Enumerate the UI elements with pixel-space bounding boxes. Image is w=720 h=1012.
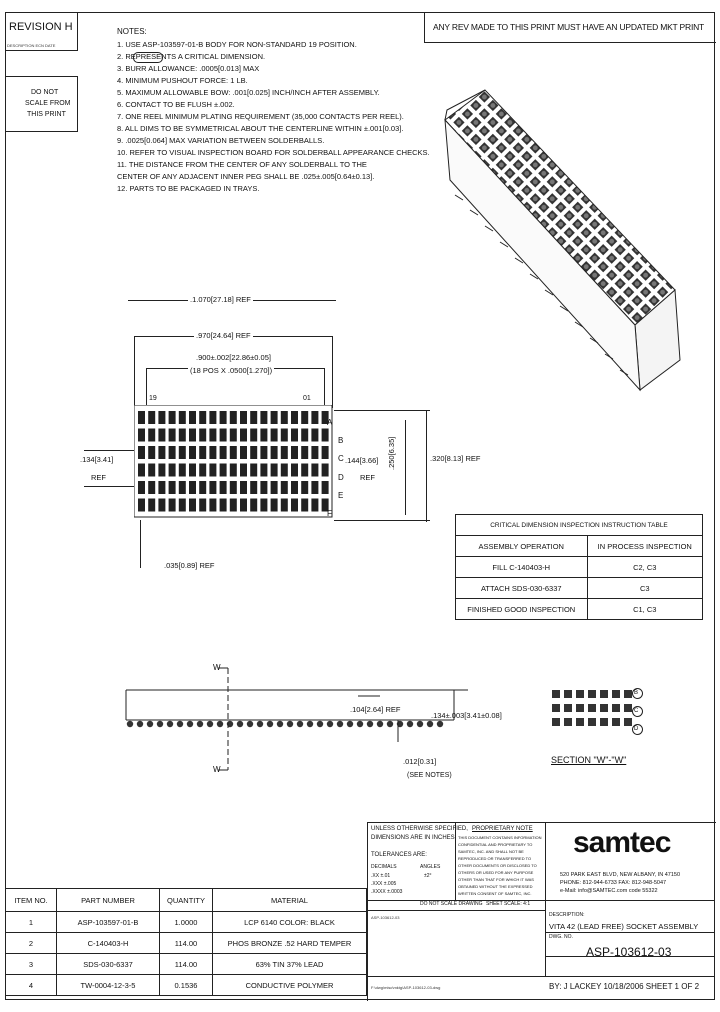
- row-label-c: C: [338, 454, 344, 463]
- contact-cell: [148, 429, 155, 442]
- w-label-bottom: W: [213, 765, 221, 774]
- section-mark-c-text: C: [634, 708, 639, 714]
- contact-cell: [189, 481, 196, 494]
- solder-ball: [407, 721, 413, 727]
- inspection-header-1: IN PROCESS INSPECTION: [587, 536, 703, 557]
- row-label-f: F: [327, 509, 332, 518]
- inspection-cell: FILL C-140403-H: [456, 557, 588, 578]
- contact-cell: [189, 429, 196, 442]
- contact-cell: [158, 446, 165, 459]
- solder-ball: [247, 721, 253, 727]
- contact-cell: [158, 499, 165, 512]
- tb-vline-2: [545, 822, 546, 976]
- contact-cell: [169, 411, 176, 424]
- solder-ball: [347, 721, 353, 727]
- contact-cell: [271, 429, 278, 442]
- bom-cell: 1.0000: [160, 912, 213, 933]
- do-not-scale-2: SCALE FROM: [25, 100, 71, 107]
- bom-cell: 0.1536: [160, 975, 213, 996]
- tol-angles: ANGLES: [420, 864, 441, 870]
- contact-cell: [138, 481, 145, 494]
- contact-cell: [148, 481, 155, 494]
- solder-ball: [427, 721, 433, 727]
- dim-height-b: .320[8.13] REF: [430, 454, 481, 463]
- description-text: VITA 42 (LEAD FREE) SOCKET ASSEMBLY: [549, 922, 699, 931]
- contact-cell: [179, 411, 186, 424]
- contact-cell: [199, 429, 206, 442]
- contact-cell: [148, 464, 155, 477]
- bom-cell: PHOS BRONZE .52 HARD TEMPER: [213, 933, 367, 954]
- solder-ball: [157, 721, 163, 727]
- ext-left-2: [146, 368, 147, 408]
- contact-cell: [240, 411, 247, 424]
- contact-cell: [138, 429, 145, 442]
- description-label: DESCRIPTION:: [549, 912, 585, 918]
- contact-cell: [271, 499, 278, 512]
- proprietary-line: OTHER THAN THAT FOR WHICH IT WAS: [458, 877, 534, 882]
- proprietary-line: SAMTEC, INC. AND SHALL NOT BE: [458, 849, 524, 854]
- contact-cell: [250, 464, 257, 477]
- contact-cell: [240, 429, 247, 442]
- bom-header: MATERIAL: [213, 889, 367, 912]
- contact-cell: [220, 499, 227, 512]
- tol-head-3: TOLERANCES ARE:: [371, 852, 427, 858]
- inspection-table: [455, 514, 703, 620]
- contact-cell: [199, 499, 206, 512]
- by-line: BY: J LACKEY 10/18/2006 SHEET 1 OF 2: [549, 982, 700, 991]
- solder-ball: [207, 721, 213, 727]
- bom-cell: LCP 6140 COLOR: BLACK: [213, 912, 367, 933]
- banner-text: ANY REV MADE TO THIS PRINT MUST HAVE AN UPDATED MKT PRINT: [433, 22, 705, 32]
- contact-cell: [240, 446, 247, 459]
- inspection-cell: C1, C3: [587, 599, 703, 620]
- solder-ball: [367, 721, 373, 727]
- banner-box: [424, 12, 716, 43]
- contact-cell: [311, 499, 318, 512]
- dim-bottom: .035[0.89] REF: [164, 561, 215, 570]
- solder-ball: [187, 721, 193, 727]
- contact-cell: [301, 464, 308, 477]
- contact-cell: [281, 446, 288, 459]
- contact-cell: [138, 446, 145, 459]
- solder-ball: [267, 721, 273, 727]
- contact-cell: [189, 411, 196, 424]
- contact-cell: [220, 411, 227, 424]
- contact-cell: [220, 446, 227, 459]
- solder-ball: [147, 721, 153, 727]
- contact-cell: [250, 411, 257, 424]
- tb-contract-note: ASP-103612-03: [371, 915, 400, 920]
- contact-cell: [199, 446, 206, 459]
- bom-table: [5, 888, 367, 996]
- address-line-1: 520 PARK EAST BLVD, NEW ALBANY, IN 47150: [560, 872, 681, 878]
- tb-line-3: [545, 932, 715, 933]
- contact-cell: [209, 446, 216, 459]
- dim-pitch-a: .900±.002[22.86±0.05]: [196, 353, 271, 362]
- contact-cell: [281, 429, 288, 442]
- proprietary-line: WRITTEN CONSENT OF SAMTEC, INC.: [458, 891, 532, 896]
- contact-cell: [250, 429, 257, 442]
- contact-cell: [250, 499, 257, 512]
- col-19-label: 19: [149, 395, 157, 402]
- contact-cell: [199, 464, 206, 477]
- contact-cell: [291, 411, 298, 424]
- contact-cell: [209, 481, 216, 494]
- bom-cell: TW-0004-12-3-5: [57, 975, 160, 996]
- contact-cell: [179, 499, 186, 512]
- contact-cell: [240, 464, 247, 477]
- contact-cell: [220, 464, 227, 477]
- solder-ball: [307, 721, 313, 727]
- contact-cell: [322, 429, 329, 442]
- contact-cell: [158, 481, 165, 494]
- contact-cell: [311, 429, 318, 442]
- bom-cell: 114.00: [160, 933, 213, 954]
- contact-cell: [260, 411, 267, 424]
- section-mark-d-text: D: [634, 726, 639, 732]
- solder-ball: [277, 721, 283, 727]
- inspection-cell: C2, C3: [587, 557, 703, 578]
- contact-cell: [281, 411, 288, 424]
- contact-cell: [240, 481, 247, 494]
- dim-bottom-ext: [140, 520, 141, 568]
- contact-cell: [220, 429, 227, 442]
- contact-cell: [271, 481, 278, 494]
- solder-ball: [327, 721, 333, 727]
- bom-header: QUANTITY: [160, 889, 213, 912]
- note-11: 11. THE DISTANCE FROM THE CENTER OF ANY SOLDERBALL TO THE: [117, 160, 367, 169]
- contact-cell: [301, 411, 308, 424]
- contact-cell: [260, 481, 267, 494]
- tol-angle-val: ±2°: [424, 873, 432, 879]
- contact-cell: [322, 446, 329, 459]
- tol-decimals: DECIMALS: [371, 864, 397, 870]
- contact-cell: [301, 429, 308, 442]
- contact-cell: [230, 499, 237, 512]
- note-9: 9. .0025[0.064] MAX VARIATION BETWEEN SOLDERBALLS.: [117, 136, 325, 145]
- row-label-e: E: [338, 491, 344, 500]
- solder-ball: [127, 721, 133, 727]
- note-12: 12. PARTS TO BE PACKAGED IN TRAYS.: [117, 184, 260, 193]
- isometric-connector-view: [425, 80, 710, 400]
- dim-height-a-line: [405, 420, 406, 515]
- contact-cell: [138, 464, 145, 477]
- contact-cell: [322, 464, 329, 477]
- inspection-cell: C3: [587, 578, 703, 599]
- solder-ball: [377, 721, 383, 727]
- dim-height-a: .250[6.35]: [387, 436, 396, 470]
- contact-cell: [199, 411, 206, 424]
- col-01-label: 01: [303, 395, 311, 402]
- note-5: 5. MAXIMUM ALLOWABLE BOW: .001[0.025] INCH/INCH AFTER ASSEMBLY.: [117, 88, 380, 97]
- contact-cell: [271, 411, 278, 424]
- contact-cell: [158, 429, 165, 442]
- contact-cell: [148, 411, 155, 424]
- proprietary-line: REPRODUCED OR TRANSFERRED TO: [458, 856, 532, 861]
- bom-cell: 3: [6, 954, 57, 975]
- contact-cell: [199, 481, 206, 494]
- dim-row-pitch: .144[3.66]: [345, 456, 379, 465]
- file-path: F:\dwg\misc\mktg\ASP-103612-03-dwg: [371, 985, 441, 990]
- contact-cell: [148, 499, 155, 512]
- contact-cell: [311, 446, 318, 459]
- bom-cell: 4: [6, 975, 57, 996]
- bom-cell: C-140403-H: [57, 933, 160, 954]
- dim-overall: .1.070[27.18] REF: [190, 295, 251, 304]
- proprietary-line: OBTAINED WITHOUT THE EXPRESSED: [458, 884, 533, 889]
- w-label-top: W: [213, 663, 221, 672]
- solder-ball: [237, 721, 243, 727]
- solder-ball: [257, 721, 263, 727]
- contact-cell: [281, 464, 288, 477]
- contact-cell: [311, 411, 318, 424]
- note-11b: CENTER OF ANY ADJACENT INNER PEG SHALL BE .025±.005[0.64±0.13].: [117, 172, 375, 181]
- bom-cell: 114.00: [160, 954, 213, 975]
- note-4: 4. MINIMUM PUSHOUT FORCE: 1 LB.: [117, 76, 248, 85]
- inspection-cell: FINISHED GOOD INSPECTION: [456, 599, 588, 620]
- section-mark-b-text: B: [634, 690, 639, 696]
- contact-cell: [271, 446, 278, 459]
- revision-sub: DESCRIPTION ECN DATE: [7, 43, 56, 48]
- solder-ball: [217, 721, 223, 727]
- solder-ball: [417, 721, 423, 727]
- contact-cell: [281, 481, 288, 494]
- bom-cell: 63% TIN 37% LEAD: [213, 954, 367, 975]
- scale-note: DO NOT SCALE DRAWING: [420, 901, 483, 907]
- samtec-logo: samtec: [573, 826, 671, 859]
- solder-ball: [167, 721, 173, 727]
- see-notes: (SEE NOTES): [407, 772, 452, 779]
- note-8: 8. ALL DIMS TO BE SYMMETRICAL ABOUT THE CENTERLINE WITHIN ±.001[0.03].: [117, 124, 404, 133]
- contact-cell: [220, 481, 227, 494]
- proprietary-line: CONFIDENTIAL AND PROPRIETARY TO: [458, 842, 533, 847]
- inspection-cell: ATTACH SDS-030-6337: [456, 578, 588, 599]
- contact-cell: [271, 464, 278, 477]
- solder-ball: [137, 721, 143, 727]
- contact-cell: [209, 429, 216, 442]
- contact-cell: [240, 499, 247, 512]
- bom-header: ITEM NO.: [6, 889, 57, 912]
- solder-ball: [387, 721, 393, 727]
- dim-left-line-1: [84, 450, 134, 451]
- dim-row-ref: REF: [360, 473, 375, 482]
- dim-left: .134[3.41]: [80, 455, 114, 464]
- dim-right-ext-1: [334, 410, 430, 411]
- solder-ball: [177, 721, 183, 727]
- contact-cell: [179, 481, 186, 494]
- bom-header: PART NUMBER: [57, 889, 160, 912]
- tb-line-5: [367, 976, 715, 977]
- contact-cell: [281, 499, 288, 512]
- bom-cell: 2: [6, 933, 57, 954]
- sheet-scale: SHEET SCALE: 4:1: [486, 901, 531, 907]
- bom-cell: SDS-030-6337: [57, 954, 160, 975]
- tol-value-3: .XXXX ±.0003: [371, 889, 403, 895]
- note-2: 2. REPRESENTS A CRITICAL DIMENSION.: [117, 52, 266, 61]
- note-6: 6. CONTACT TO BE FLUSH ±.002.: [117, 100, 235, 109]
- contact-cell: [250, 481, 257, 494]
- contact-cell: [230, 411, 237, 424]
- contact-cell: [291, 481, 298, 494]
- notes-block: [117, 28, 437, 218]
- contact-cell: [209, 411, 216, 424]
- ext-right: [332, 336, 333, 408]
- contact-cell: [311, 481, 318, 494]
- bom-cell: ASP-103597-01-B: [57, 912, 160, 933]
- contact-cell: [291, 429, 298, 442]
- solder-ball: [287, 721, 293, 727]
- contact-cell: [189, 446, 196, 459]
- bom-cell: 1: [6, 912, 57, 933]
- contact-cell: [158, 464, 165, 477]
- note-3: 3. BURR ALLOWANCE: .0005[0.013] MAX: [117, 64, 260, 73]
- contact-cell: [260, 446, 267, 459]
- contact-cell: [138, 499, 145, 512]
- contact-cell: [169, 446, 176, 459]
- dim-pitch-b: (18 POS X .0500[1.270]): [190, 366, 273, 375]
- contact-cell: [250, 446, 257, 459]
- tol-head-1: UNLESS OTHERWISE SPECIFIED,: [371, 826, 468, 832]
- contact-cell: [301, 446, 308, 459]
- proprietary-line: OTHER DOCUMENTS OR DISCLOSED TO: [458, 863, 537, 868]
- bom-cell: CONDUCTIVE POLYMER: [213, 975, 367, 996]
- dwg-label: DWG. NO.: [549, 934, 573, 940]
- address-line-3: e-Mail: info@SAMTEC.com code 55322: [560, 888, 658, 894]
- dim-height-b-line: [426, 410, 427, 522]
- proprietary-title: PROPRIETARY NOTE: [472, 826, 533, 832]
- dwg-number: ASP-103612-03: [586, 945, 672, 959]
- contact-cell: [179, 446, 186, 459]
- inspection-header-0: ASSEMBLY OPERATION: [456, 536, 588, 557]
- address-line-2: PHONE: 812-944-6733 FAX: 812-948-5047: [560, 880, 667, 886]
- dim-side-height: .104[2.64] REF: [350, 705, 401, 714]
- note-1: 1. USE ASP-103597-01-B BODY FOR NON-STANDARD 19 POSITION.: [117, 40, 357, 49]
- dim-ball: .012[0.31]: [403, 757, 437, 766]
- dim-side-right: .134±.003[3.41±0.08]: [431, 711, 502, 720]
- revision-label: REVISION H: [9, 21, 73, 33]
- inspection-title: CRITICAL DIMENSION INSPECTION INSTRUCTION TABLE: [456, 515, 703, 536]
- contact-cell: [138, 411, 145, 424]
- critical-symbol-icon: [133, 52, 163, 63]
- solder-ball: [357, 721, 363, 727]
- contact-cell: [169, 429, 176, 442]
- contact-cell: [322, 481, 329, 494]
- dim-body: .970[24.64] REF: [196, 331, 251, 340]
- solder-ball: [297, 721, 303, 727]
- proprietary-line: OTHERS OR USED FOR ANY PURPOSE: [458, 870, 534, 875]
- row-label-b: B: [338, 436, 344, 445]
- tol-value-1: .XX ±.01: [371, 873, 391, 879]
- contact-cell: [230, 429, 237, 442]
- contact-cell: [291, 464, 298, 477]
- contact-cell: [209, 499, 216, 512]
- solder-ball: [317, 721, 323, 727]
- dim-left-ref: REF: [91, 473, 106, 482]
- contact-cell: [169, 481, 176, 494]
- contact-cell: [230, 481, 237, 494]
- dim-left-line-2: [84, 486, 134, 487]
- section-label: SECTION "W"-"W": [551, 755, 627, 765]
- top-view-contact-array: [134, 405, 334, 520]
- contact-cell: [260, 429, 267, 442]
- do-not-scale-1: DO NOT: [31, 89, 59, 96]
- contact-cell: [260, 499, 267, 512]
- do-not-scale-3: THIS PRINT: [27, 111, 66, 118]
- row-label-d: D: [338, 473, 344, 482]
- solder-ball: [337, 721, 343, 727]
- proprietary-line: THIS DOCUMENT CONTAINS INFORMATION: [458, 835, 542, 840]
- contact-cell: [179, 464, 186, 477]
- contact-cell: [148, 446, 155, 459]
- contact-cell: [209, 464, 216, 477]
- do-not-scale-box: [5, 76, 78, 132]
- tol-value-2: .XXX ±.005: [371, 881, 397, 887]
- contact-cell: [311, 464, 318, 477]
- notes-title: NOTES:: [117, 27, 147, 36]
- solder-ball: [437, 721, 443, 727]
- contact-cell: [301, 481, 308, 494]
- contact-cell: [189, 499, 196, 512]
- dim-right-ext-2: [334, 520, 430, 521]
- note-10: 10. REFER TO VISUAL INSPECTION BOARD FOR SOLDERBALL APPEARANCE CHECKS.: [117, 148, 430, 157]
- tb-line-2: [367, 910, 545, 911]
- contact-cell: [158, 411, 165, 424]
- contact-cell: [260, 464, 267, 477]
- contact-cell: [230, 464, 237, 477]
- contact-cell: [179, 429, 186, 442]
- contact-cell: [291, 446, 298, 459]
- contact-cell: [230, 446, 237, 459]
- contact-cell: [301, 499, 308, 512]
- solder-ball: [197, 721, 203, 727]
- ext-left: [134, 336, 135, 408]
- row-label-a: A: [327, 418, 333, 427]
- contact-cell: [169, 499, 176, 512]
- contact-cell: [291, 499, 298, 512]
- tol-head-2: DIMENSIONS ARE IN INCHES: [371, 835, 455, 841]
- ext-right-2: [324, 368, 325, 408]
- revision-block: [5, 12, 78, 51]
- contact-cell: [169, 464, 176, 477]
- note-7: 7. ONE REEL MINIMUM PLATING REQUIREMENT (35,000 CONTACTS PER REEL).: [117, 112, 404, 121]
- tb-vline-1: [455, 822, 456, 900]
- contact-cell: [189, 464, 196, 477]
